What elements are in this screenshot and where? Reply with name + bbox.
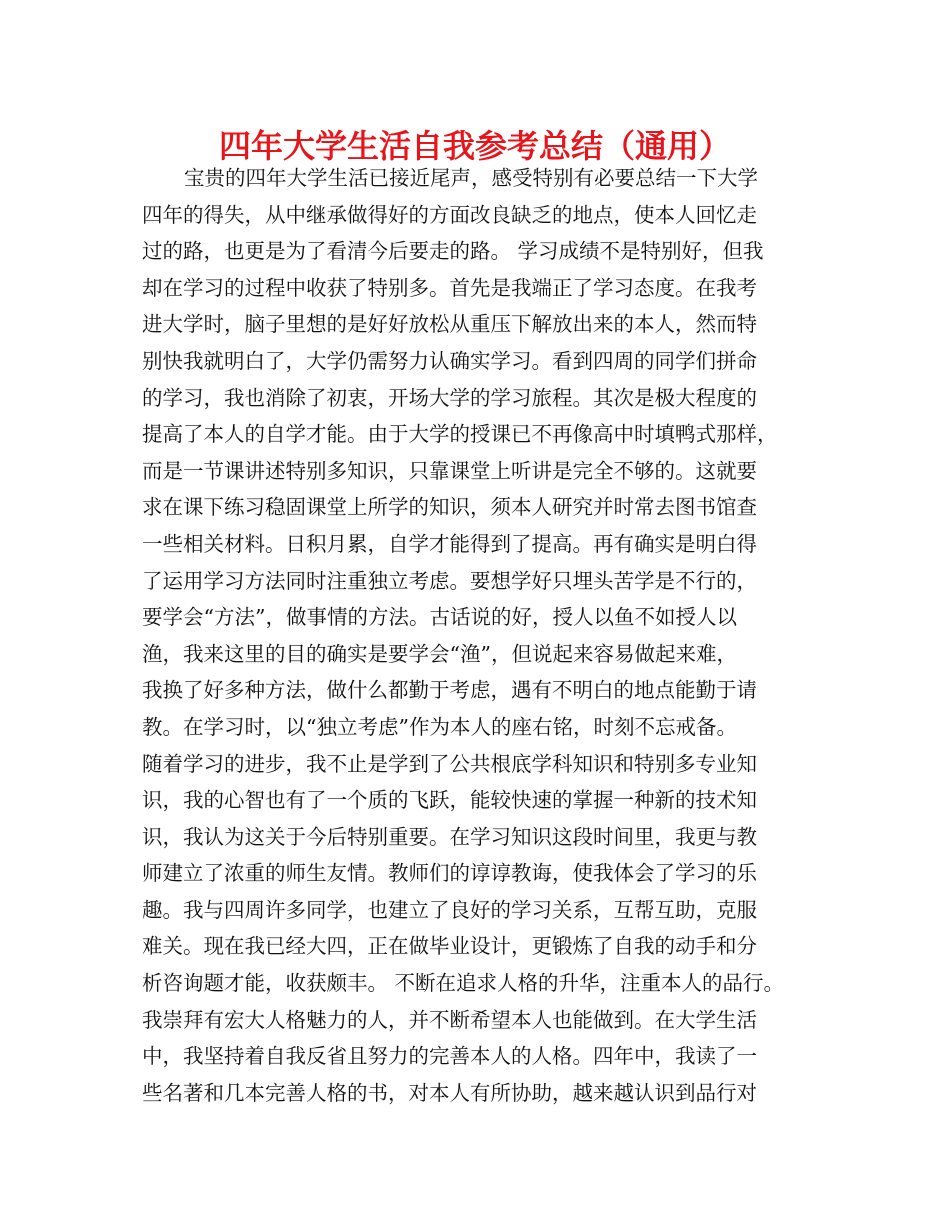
body-line: 求在课下练习稳固课堂上所学的知识，须本人研究并时常去图书馆查 xyxy=(142,495,757,520)
body-line: 四年的得失，从中继承做得好的方面改良缺乏的地点，使本人回忆走 xyxy=(142,202,757,227)
body-line: 随着学习的进步，我不止是学到了公共根底学科知识和特别多专业知 xyxy=(142,751,757,776)
body-line: 要学会“方法”，做事情的方法。古话说的好，授人以鱼不如授人以 xyxy=(142,605,737,630)
body-line: 宝贵的四年大学生活已接近尾声，感受特别有必要总结一下大学 xyxy=(184,166,758,190)
body-line: 过的路，也更是为了看清今后要走的路。 学习成绩不是特别好，但我 xyxy=(142,239,764,264)
body-line: 识，我的心智也有了一个质的飞跃，能较快速的掌握一种新的技术知 xyxy=(142,788,757,813)
body-line: 师建立了浓重的师生友情。教师们的谆谆教诲，使我体会了学习的乐 xyxy=(142,861,757,886)
document-body xyxy=(142,160,822,1111)
body-line: 难关。现在我已经大四，正在做毕业设计，更锻炼了自我的动手和分 xyxy=(142,934,757,959)
body-line: 的学习，我也消除了初衷，开场大学的学习旅程。其次是极大程度的 xyxy=(142,385,757,410)
body-line: 一些相关材料。日积月累，自学才能得到了提高。再有确实是明白得 xyxy=(142,531,757,556)
body-line: 我崇拜有宏大人格魅力的人，并不断希望本人也能做到。在大学生活 xyxy=(142,1007,757,1032)
body-line: 识，我认为这关于今后特别重要。在学习知识这段时间里，我更与教 xyxy=(142,824,757,849)
body-line: 别快我就明白了，大学仍需努力认确实学习。看到四周的同学们拼命 xyxy=(142,348,757,373)
body-line: 提高了本人的自学才能。由于大学的授课已不再像高中时填鸭式那样， xyxy=(142,422,778,447)
body-line: 渔，我来这里的目的确实是要学会“渔”，但说起来容易做起来难， xyxy=(142,641,737,666)
body-line: 析咨询题才能，收获颇丰。 不断在追求人格的升华，注重本人的品行。 xyxy=(142,971,785,996)
body-line: 进大学时，脑子里想的是好好放松从重压下解放出来的本人，然而特 xyxy=(142,312,757,337)
body-line: 些名著和几本完善人格的书，对本人有所协助，越来越认识到品行对 xyxy=(142,1080,757,1105)
body-line: 趣。我与四周许多同学，也建立了良好的学习关系，互帮互助，克服 xyxy=(142,897,757,922)
body-line: 我换了好多种方法，做什么都勤于考虑，遇有不明白的地点能勤于请 xyxy=(142,678,757,703)
body-line: 中，我坚持着自我反省且努力的完善本人的人格。四年中，我读了一 xyxy=(142,1044,757,1069)
body-line: 而是一节课讲述特别多知识，只靠课堂上听讲是完全不够的。这就要 xyxy=(142,458,757,483)
body-line: 教。在学习时，以“独立考虑”作为本人的座右铭，时刻不忘戒备。 xyxy=(142,714,737,739)
document-title: 四年大学生活自我参考总结（通用） xyxy=(218,127,731,165)
body-line: 了运用学习方法同时注重独立考虑。要想学好只埋头苦学是不行的， xyxy=(142,568,757,593)
body-line: 却在学习的过程中收获了特别多。首先是我端正了学习态度。在我考 xyxy=(142,275,757,300)
